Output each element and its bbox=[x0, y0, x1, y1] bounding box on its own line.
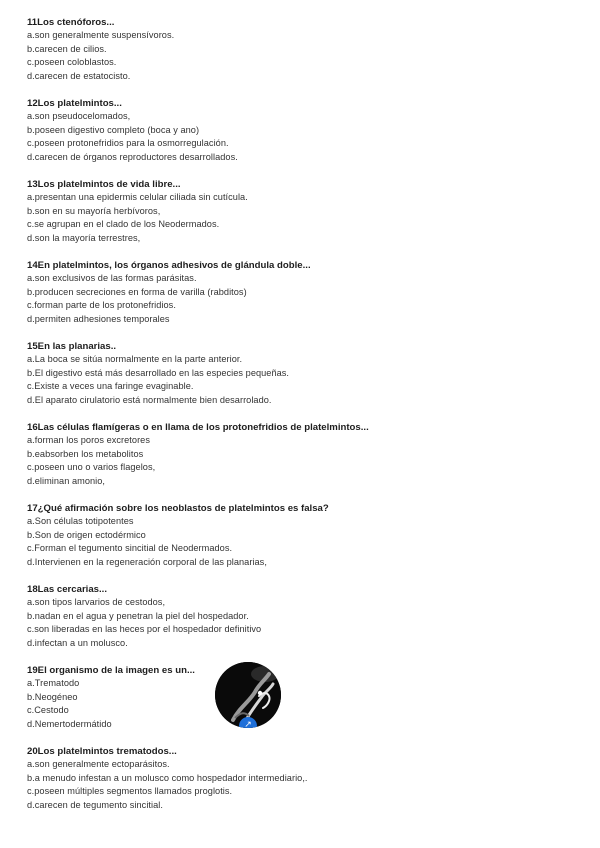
option-d: d.El aparato cirulatorio está normalmente bien desarrolado. bbox=[27, 394, 272, 405]
question-title: 12Los platelmintos... bbox=[27, 98, 122, 109]
option-b: b.Son de origen ectodérmico bbox=[27, 529, 146, 540]
option-b: b.producen secreciones en forma de varilla (rabditos) bbox=[27, 286, 247, 297]
option-d: d.carecen de tegumento sincitial. bbox=[27, 799, 163, 810]
option-d: d.eliminan amonio, bbox=[27, 475, 106, 486]
question-title: 17¿Qué afirmación sobre los neoblastos de platelmintos es falsa? bbox=[27, 503, 329, 514]
question-title: 15En las planarias.. bbox=[27, 341, 117, 352]
option-c: c.Forman el tegumento sincitial de Neodermados. bbox=[27, 543, 233, 554]
option-d: d.carecen de estatocisto. bbox=[27, 70, 131, 81]
option-b: b.Neogéneo bbox=[27, 691, 78, 702]
question-title: 11Los ctenóforos... bbox=[27, 17, 115, 28]
option-b: b.nadan en el agua y penetran la piel del hospedador. bbox=[27, 610, 249, 621]
option-a: a.son exclusivos de las formas parásitas. bbox=[27, 273, 197, 284]
question-16 bbox=[27, 421, 587, 488]
option-a: a.La boca se sitúa normalmente en la parte anterior. bbox=[27, 354, 243, 365]
option-d: d.Nemertodermátido bbox=[27, 718, 112, 729]
option-c: c.forman parte de los protonefridios. bbox=[27, 300, 176, 311]
option-c: c.poseen protonefridios para la osmorregulación. bbox=[27, 138, 229, 149]
question-title: 14En platelmintos, los órganos adhesivos de glándula doble... bbox=[27, 260, 311, 271]
option-a: a.son generalmente suspensívoros. bbox=[27, 30, 175, 41]
question-19 bbox=[27, 664, 587, 731]
option-c: c.Cestodo bbox=[27, 705, 69, 716]
question-title: 20Los platelmintos trematodos... bbox=[27, 746, 177, 757]
question-17 bbox=[27, 502, 587, 569]
option-a: a.forman los poros excretores bbox=[27, 435, 150, 446]
option-b: b.poseen digestivo completo (boca y ano) bbox=[27, 124, 200, 135]
option-d: d.permiten adhesiones temporales bbox=[27, 313, 170, 324]
option-d: d.infectan a un molusco. bbox=[27, 637, 128, 648]
option-d: d.carecen de órganos reproductores desarrollados. bbox=[27, 151, 238, 162]
question-title: 13Los platelmintos de vida libre... bbox=[27, 179, 181, 190]
option-c: c.Existe a veces una faringe evaginable. bbox=[27, 381, 194, 392]
question-title: 18Las cercarias... bbox=[27, 584, 108, 595]
option-c: c.se agrupan en el clado de los Neodermados. bbox=[27, 219, 220, 230]
option-d: d.Intervienen en la regeneración corporal de las planarias, bbox=[27, 556, 267, 567]
option-a: a.son generalmente ectoparásitos. bbox=[27, 759, 170, 770]
option-a: a.son pseudocelomados, bbox=[27, 111, 131, 122]
option-b: b.a menudo infestan a un molusco como hospedador intermediario,. bbox=[27, 772, 308, 783]
option-a: a.Son células totipotentes bbox=[27, 516, 134, 527]
question-20 bbox=[27, 745, 587, 812]
question-12 bbox=[27, 97, 587, 164]
question-11 bbox=[27, 16, 587, 83]
question-18 bbox=[27, 583, 587, 650]
organism-image[interactable] bbox=[215, 662, 281, 728]
option-b: b.son en su mayoría herbívoros, bbox=[27, 205, 161, 216]
option-c: c.poseen uno o varios flagelos, bbox=[27, 462, 156, 473]
expand-icon[interactable]: ↗ bbox=[239, 717, 257, 728]
question-title: 19El organismo de la imagen es un... bbox=[27, 665, 195, 676]
option-c: c.poseen múltiples segmentos llamados proglotis. bbox=[27, 786, 233, 797]
option-b: b.eabsorben los metabolitos bbox=[27, 448, 144, 459]
option-c: c.son liberadas en las heces por el hospedador definitivo bbox=[27, 624, 262, 635]
option-d: d.son la mayoría terrestres, bbox=[27, 232, 141, 243]
option-b: b.El digestivo está más desarrollado en las especies pequeñas. bbox=[27, 367, 290, 378]
question-15 bbox=[27, 340, 587, 407]
question-13 bbox=[27, 178, 587, 245]
option-b: b.carecen de cilios. bbox=[27, 43, 107, 54]
option-a: a.presentan una epidermis celular ciliada sin cutícula. bbox=[27, 192, 248, 203]
question-title: 16Las células flamígeras o en llama de los protonefridios de platelmintos... bbox=[27, 422, 369, 433]
option-c: c.poseen coloblastos. bbox=[27, 57, 117, 68]
option-a: a.son tipos larvarios de cestodos, bbox=[27, 597, 166, 608]
question-14 bbox=[27, 259, 587, 326]
option-a: a.Trematodo bbox=[27, 678, 80, 689]
